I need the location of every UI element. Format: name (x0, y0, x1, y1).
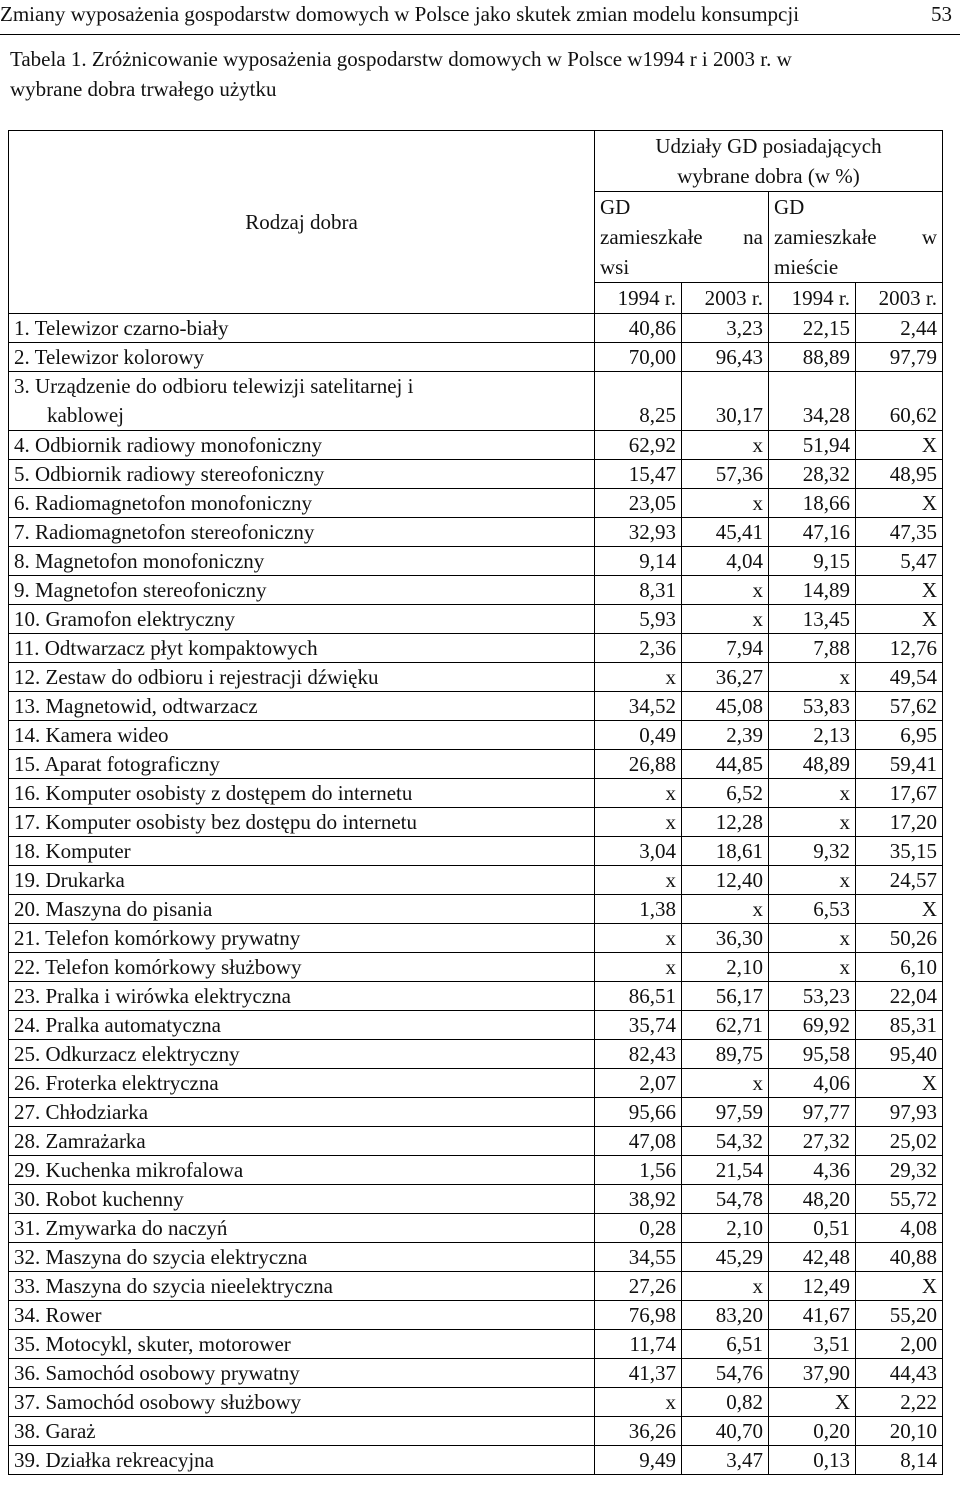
cell-wies-2003: 83,20 (682, 1301, 769, 1330)
cell-wies-2003: 45,41 (682, 518, 769, 547)
cell-miasto-2003: 57,62 (856, 692, 943, 721)
cell-wies-1994: 8,25 (595, 372, 682, 431)
table-row (9, 634, 943, 663)
row-label (9, 372, 595, 431)
row-label: 12. Zestaw do odbioru i rejestracji dźwięku (9, 663, 595, 692)
cell-miasto-1994: 14,89 (769, 576, 856, 605)
cell-wies-1994: x (595, 808, 682, 837)
cell-miasto-2003: 2,00 (856, 1330, 943, 1359)
cell-wies-1994: 8,31 (595, 576, 682, 605)
cell-wies-2003: 21,54 (682, 1156, 769, 1185)
row-label: 22. Telefon komórkowy służbowy (9, 953, 595, 982)
cell-wies-2003: 0,82 (682, 1388, 769, 1417)
cell-miasto-1994: 2,13 (769, 721, 856, 750)
cell-miasto-1994: 0,13 (769, 1446, 856, 1475)
cell-miasto-2003: 25,02 (856, 1127, 943, 1156)
cell-miasto-1994: 53,83 (769, 692, 856, 721)
header-udzialy (595, 131, 943, 192)
table-row (9, 1127, 943, 1156)
cell-wies-2003: 89,75 (682, 1040, 769, 1069)
cell-wies-2003: 54,78 (682, 1185, 769, 1214)
cell-miasto-1994: 47,16 (769, 518, 856, 547)
header-rodzaj-dobra: Rodzaj dobra (9, 131, 595, 314)
cell-miasto-2003: 35,15 (856, 837, 943, 866)
cell-wies-1994: x (595, 1388, 682, 1417)
row-label: 8. Magnetofon monofoniczny (9, 547, 595, 576)
table-row (9, 1359, 943, 1388)
cell-miasto-1994: 48,20 (769, 1185, 856, 1214)
row-label: 30. Robot kuchenny (9, 1185, 595, 1214)
cell-wies-1994: 1,56 (595, 1156, 682, 1185)
table-row (9, 1040, 943, 1069)
table-row (9, 1446, 943, 1475)
cell-miasto-1994: 4,36 (769, 1156, 856, 1185)
row-label: 38. Garaż (9, 1417, 595, 1446)
row-label: 31. Zmywarka do naczyń (9, 1214, 595, 1243)
table-row (9, 576, 943, 605)
cell-miasto-2003: X (856, 895, 943, 924)
cell-miasto-1994: 42,48 (769, 1243, 856, 1272)
cell-wies-2003: 6,52 (682, 779, 769, 808)
cell-wies-2003: 45,29 (682, 1243, 769, 1272)
table-row (9, 895, 943, 924)
header-udzialy-line-1: Udziały GD posiadających (655, 134, 882, 158)
table-row (9, 547, 943, 576)
cell-wies-1994: x (595, 953, 682, 982)
cell-wies-2003: 12,28 (682, 808, 769, 837)
row-label: 20. Maszyna do pisania (9, 895, 595, 924)
cell-miasto-2003: 55,72 (856, 1185, 943, 1214)
cell-miasto-1994: 97,77 (769, 1098, 856, 1127)
cell-wies-2003: x (682, 605, 769, 634)
cell-miasto-1994: 6,53 (769, 895, 856, 924)
cell-wies-2003: 6,51 (682, 1330, 769, 1359)
cell-wies-1994: 0,28 (595, 1214, 682, 1243)
table-row (9, 750, 943, 779)
running-header-title: Zmiany wyposażenia gospodarstw domowych w Polsce jako skutek zmian modelu konsumpcji (0, 2, 800, 26)
cell-miasto-1994: 53,23 (769, 982, 856, 1011)
row-label: 28. Zamrażarka (9, 1127, 595, 1156)
cell-wies-1994: 9,14 (595, 547, 682, 576)
cell-wies-2003: 36,27 (682, 663, 769, 692)
cell-miasto-2003: 24,57 (856, 866, 943, 895)
header-gd-miasto (769, 192, 943, 283)
row-label-line-2: kablowej (47, 403, 124, 427)
cell-miasto-1994: 4,06 (769, 1069, 856, 1098)
cell-wies-1994: 0,49 (595, 721, 682, 750)
cell-wies-2003: 3,47 (682, 1446, 769, 1475)
table-row (9, 343, 943, 372)
cell-wies-2003: x (682, 431, 769, 460)
row-label: 21. Telefon komórkowy prywatny (9, 924, 595, 953)
table-row (9, 431, 943, 460)
cell-wies-2003: 2,10 (682, 953, 769, 982)
row-label-line-1: 3. Urządzenie do odbioru telewizji satelitarnej i (14, 374, 414, 398)
cell-miasto-2003: 44,43 (856, 1359, 943, 1388)
cell-wies-1994: 86,51 (595, 982, 682, 1011)
cell-wies-1994: x (595, 866, 682, 895)
table-row (9, 721, 943, 750)
header-gd-wies-line-2 (600, 222, 763, 252)
cell-miasto-2003: 2,44 (856, 314, 943, 343)
cell-miasto-2003: 4,08 (856, 1214, 943, 1243)
row-label: 7. Radiomagnetofon stereofoniczny (9, 518, 595, 547)
cell-miasto-1994: 3,51 (769, 1330, 856, 1359)
cell-miasto-1994: 28,32 (769, 460, 856, 489)
table-row (9, 779, 943, 808)
table-row (9, 372, 943, 431)
cell-miasto-2003: 8,14 (856, 1446, 943, 1475)
cell-wies-1994: 35,74 (595, 1011, 682, 1040)
cell-wies-2003: 62,71 (682, 1011, 769, 1040)
table-row (9, 866, 943, 895)
cell-wies-2003: 40,70 (682, 1417, 769, 1446)
row-label: 14. Kamera wideo (9, 721, 595, 750)
table-row (9, 489, 943, 518)
cell-wies-1994: 9,49 (595, 1446, 682, 1475)
cell-miasto-1994: 88,89 (769, 343, 856, 372)
row-label: 39. Działka rekreacyjna (9, 1446, 595, 1475)
table-row (9, 837, 943, 866)
cell-wies-2003: 56,17 (682, 982, 769, 1011)
cell-miasto-2003: 59,41 (856, 750, 943, 779)
header-gd-miasto-line-1: GD (774, 195, 805, 219)
cell-miasto-1994: 69,92 (769, 1011, 856, 1040)
cell-wies-2003: x (682, 1069, 769, 1098)
cell-miasto-2003: 48,95 (856, 460, 943, 489)
cell-wies-2003: 2,10 (682, 1214, 769, 1243)
row-label: 18. Komputer (9, 837, 595, 866)
cell-miasto-2003: 20,10 (856, 1417, 943, 1446)
cell-miasto-1994: 51,94 (769, 431, 856, 460)
header-gd-miasto-word-1: zamieszkałe (774, 225, 877, 249)
cell-wies-1994: 38,92 (595, 1185, 682, 1214)
row-label: 11. Odtwarzacz płyt kompaktowych (9, 634, 595, 663)
cell-wies-2003: 97,59 (682, 1098, 769, 1127)
table-row (9, 1156, 943, 1185)
cell-wies-1994: 76,98 (595, 1301, 682, 1330)
table-row (9, 1214, 943, 1243)
row-label: 33. Maszyna do szycia nieelektryczna (9, 1272, 595, 1301)
cell-wies-2003: x (682, 489, 769, 518)
cell-miasto-2003: 49,54 (856, 663, 943, 692)
header-gd-wies-word-1: zamieszkałe (600, 225, 703, 249)
cell-miasto-1994: x (769, 663, 856, 692)
cell-miasto-1994: 18,66 (769, 489, 856, 518)
caption-line-1: Tabela 1. Zróżnicowanie wyposażenia gospodarstw domowych w Polsce w1994 r i 2003 r. w (10, 47, 792, 71)
equipment-table (8, 130, 943, 1475)
cell-miasto-2003: 55,20 (856, 1301, 943, 1330)
table-row (9, 692, 943, 721)
table-row (9, 924, 943, 953)
cell-miasto-2003: X (856, 1272, 943, 1301)
cell-wies-2003: 57,36 (682, 460, 769, 489)
cell-wies-2003: 3,23 (682, 314, 769, 343)
row-label: 26. Froterka elektryczna (9, 1069, 595, 1098)
cell-miasto-1994: 13,45 (769, 605, 856, 634)
cell-wies-1994: 40,86 (595, 314, 682, 343)
cell-wies-2003: 44,85 (682, 750, 769, 779)
cell-miasto-2003: 50,26 (856, 924, 943, 953)
cell-miasto-2003: 17,20 (856, 808, 943, 837)
cell-miasto-1994: 27,32 (769, 1127, 856, 1156)
cell-miasto-1994: x (769, 779, 856, 808)
row-label: 25. Odkurzacz elektryczny (9, 1040, 595, 1069)
cell-miasto-1994: 34,28 (769, 372, 856, 431)
table-row (9, 314, 943, 343)
cell-wies-1994: x (595, 663, 682, 692)
row-label: 5. Odbiornik radiowy stereofoniczny (9, 460, 595, 489)
caption-line-2: wybrane dobra trwałego użytku (10, 77, 277, 101)
table-row (9, 808, 943, 837)
cell-wies-2003: 12,40 (682, 866, 769, 895)
cell-miasto-2003: 85,31 (856, 1011, 943, 1040)
page-number: 53 (931, 2, 952, 26)
table-row (9, 1185, 943, 1214)
cell-wies-1994: 2,07 (595, 1069, 682, 1098)
row-label: 10. Gramofon elektryczny (9, 605, 595, 634)
header-gd-wies-word-2: na (743, 225, 763, 249)
cell-wies-1994: 26,88 (595, 750, 682, 779)
running-header (0, 0, 960, 35)
table-row (9, 1301, 943, 1330)
cell-miasto-2003: 17,67 (856, 779, 943, 808)
cell-miasto-1994: 41,67 (769, 1301, 856, 1330)
row-label: 17. Komputer osobisty bez dostępu do internetu (9, 808, 595, 837)
row-label: 29. Kuchenka mikrofalowa (9, 1156, 595, 1185)
table-row (9, 605, 943, 634)
cell-wies-1994: 82,43 (595, 1040, 682, 1069)
row-label: 9. Magnetofon stereofoniczny (9, 576, 595, 605)
cell-miasto-2003: X (856, 576, 943, 605)
row-label: 35. Motocykl, skuter, motorower (9, 1330, 595, 1359)
table-row (9, 1417, 943, 1446)
row-label: 15. Aparat fotograficzny (9, 750, 595, 779)
header-year-wies-1994: 1994 r. (595, 283, 682, 314)
header-gd-miasto-line-3: mieście (774, 255, 839, 279)
table-row (9, 1330, 943, 1359)
cell-wies-1994: 70,00 (595, 343, 682, 372)
row-label: 23. Pralka i wirówka elektryczna (9, 982, 595, 1011)
cell-miasto-1994: x (769, 808, 856, 837)
row-label: 1. Telewizor czarno-biały (9, 314, 595, 343)
cell-miasto-2003: 97,93 (856, 1098, 943, 1127)
cell-miasto-1994: 0,20 (769, 1417, 856, 1446)
cell-miasto-2003: X (856, 1069, 943, 1098)
cell-wies-2003: 7,94 (682, 634, 769, 663)
header-gd-miasto-word-2: w (921, 225, 938, 249)
cell-miasto-1994: 9,15 (769, 547, 856, 576)
cell-miasto-1994: 95,58 (769, 1040, 856, 1069)
table-row (9, 663, 943, 692)
cell-miasto-2003: 2,22 (856, 1388, 943, 1417)
cell-miasto-2003: 12,76 (856, 634, 943, 663)
row-label: 16. Komputer osobisty z dostępem do internetu (9, 779, 595, 808)
cell-wies-1994: 34,55 (595, 1243, 682, 1272)
row-label: 24. Pralka automatyczna (9, 1011, 595, 1040)
cell-wies-1994: 5,93 (595, 605, 682, 634)
header-udzialy-line-2: wybrane dobra (w %) (677, 164, 860, 188)
cell-wies-1994: 1,38 (595, 895, 682, 924)
row-label: 6. Radiomagnetofon monofoniczny (9, 489, 595, 518)
cell-miasto-1994: 48,89 (769, 750, 856, 779)
row-label: 37. Samochód osobowy służbowy (9, 1388, 595, 1417)
row-label: 2. Telewizor kolorowy (9, 343, 595, 372)
cell-wies-2003: x (682, 576, 769, 605)
cell-wies-1994: x (595, 779, 682, 808)
cell-miasto-2003: 22,04 (856, 982, 943, 1011)
cell-wies-2003: 96,43 (682, 343, 769, 372)
table-head (9, 131, 943, 314)
cell-miasto-2003: 95,40 (856, 1040, 943, 1069)
cell-miasto-2003: 29,32 (856, 1156, 943, 1185)
cell-wies-2003: x (682, 1272, 769, 1301)
cell-wies-1994: 34,52 (595, 692, 682, 721)
cell-miasto-2003: 47,35 (856, 518, 943, 547)
cell-wies-2003: 2,39 (682, 721, 769, 750)
table-row (9, 518, 943, 547)
header-year-miasto-2003: 2003 r. (856, 283, 943, 314)
cell-miasto-1994: 37,90 (769, 1359, 856, 1388)
cell-miasto-2003: 6,95 (856, 721, 943, 750)
header-gd-wies-line-3: wsi (600, 255, 630, 279)
cell-miasto-1994: 22,15 (769, 314, 856, 343)
header-gd-miasto-line-2 (774, 222, 937, 252)
cell-wies-1994: 32,93 (595, 518, 682, 547)
cell-wies-1994: 23,05 (595, 489, 682, 518)
cell-wies-1994: x (595, 924, 682, 953)
cell-miasto-1994: x (769, 924, 856, 953)
cell-wies-1994: 3,04 (595, 837, 682, 866)
row-label: 34. Rower (9, 1301, 595, 1330)
row-label: 13. Magnetowid, odtwarzacz (9, 692, 595, 721)
table-row (9, 953, 943, 982)
cell-wies-1994: 62,92 (595, 431, 682, 460)
header-year-miasto-1994: 1994 r. (769, 283, 856, 314)
cell-miasto-2003: 97,79 (856, 343, 943, 372)
cell-miasto-2003: 5,47 (856, 547, 943, 576)
cell-miasto-2003: X (856, 605, 943, 634)
table-caption (10, 44, 950, 104)
cell-miasto-2003: 6,10 (856, 953, 943, 982)
cell-wies-1994: 15,47 (595, 460, 682, 489)
table-body (9, 314, 943, 1475)
header-gd-wies-line-1: GD (600, 195, 631, 219)
cell-miasto-1994: 7,88 (769, 634, 856, 663)
cell-wies-1994: 36,26 (595, 1417, 682, 1446)
cell-wies-1994: 47,08 (595, 1127, 682, 1156)
table-row (9, 1011, 943, 1040)
table-row (9, 1098, 943, 1127)
table-row (9, 1243, 943, 1272)
row-label: 19. Drukarka (9, 866, 595, 895)
cell-wies-2003: 36,30 (682, 924, 769, 953)
row-label: 32. Maszyna do szycia elektryczna (9, 1243, 595, 1272)
cell-miasto-2003: X (856, 489, 943, 518)
cell-miasto-1994: X (769, 1388, 856, 1417)
table-row (9, 1069, 943, 1098)
cell-wies-1994: 27,26 (595, 1272, 682, 1301)
cell-miasto-1994: 0,51 (769, 1214, 856, 1243)
cell-miasto-1994: 9,32 (769, 837, 856, 866)
cell-wies-2003: 54,32 (682, 1127, 769, 1156)
cell-wies-2003: 18,61 (682, 837, 769, 866)
row-label: 36. Samochód osobowy prywatny (9, 1359, 595, 1388)
cell-miasto-2003: 60,62 (856, 372, 943, 431)
table-row (9, 1388, 943, 1417)
cell-wies-2003: 54,76 (682, 1359, 769, 1388)
cell-wies-2003: 45,08 (682, 692, 769, 721)
cell-wies-1994: 41,37 (595, 1359, 682, 1388)
row-label: 27. Chłodziarka (9, 1098, 595, 1127)
cell-wies-2003: 4,04 (682, 547, 769, 576)
cell-wies-2003: x (682, 895, 769, 924)
table-row (9, 1272, 943, 1301)
cell-miasto-2003: X (856, 431, 943, 460)
header-gd-wies (595, 192, 769, 283)
cell-wies-1994: 95,66 (595, 1098, 682, 1127)
cell-wies-1994: 11,74 (595, 1330, 682, 1359)
row-label: 4. Odbiornik radiowy monofoniczny (9, 431, 595, 460)
cell-miasto-1994: x (769, 953, 856, 982)
table-row (9, 982, 943, 1011)
cell-miasto-2003: 40,88 (856, 1243, 943, 1272)
table-row (9, 460, 943, 489)
cell-wies-1994: 2,36 (595, 634, 682, 663)
header-year-wies-2003: 2003 r. (682, 283, 769, 314)
cell-miasto-1994: 12,49 (769, 1272, 856, 1301)
cell-miasto-1994: x (769, 866, 856, 895)
cell-wies-2003: 30,17 (682, 372, 769, 431)
